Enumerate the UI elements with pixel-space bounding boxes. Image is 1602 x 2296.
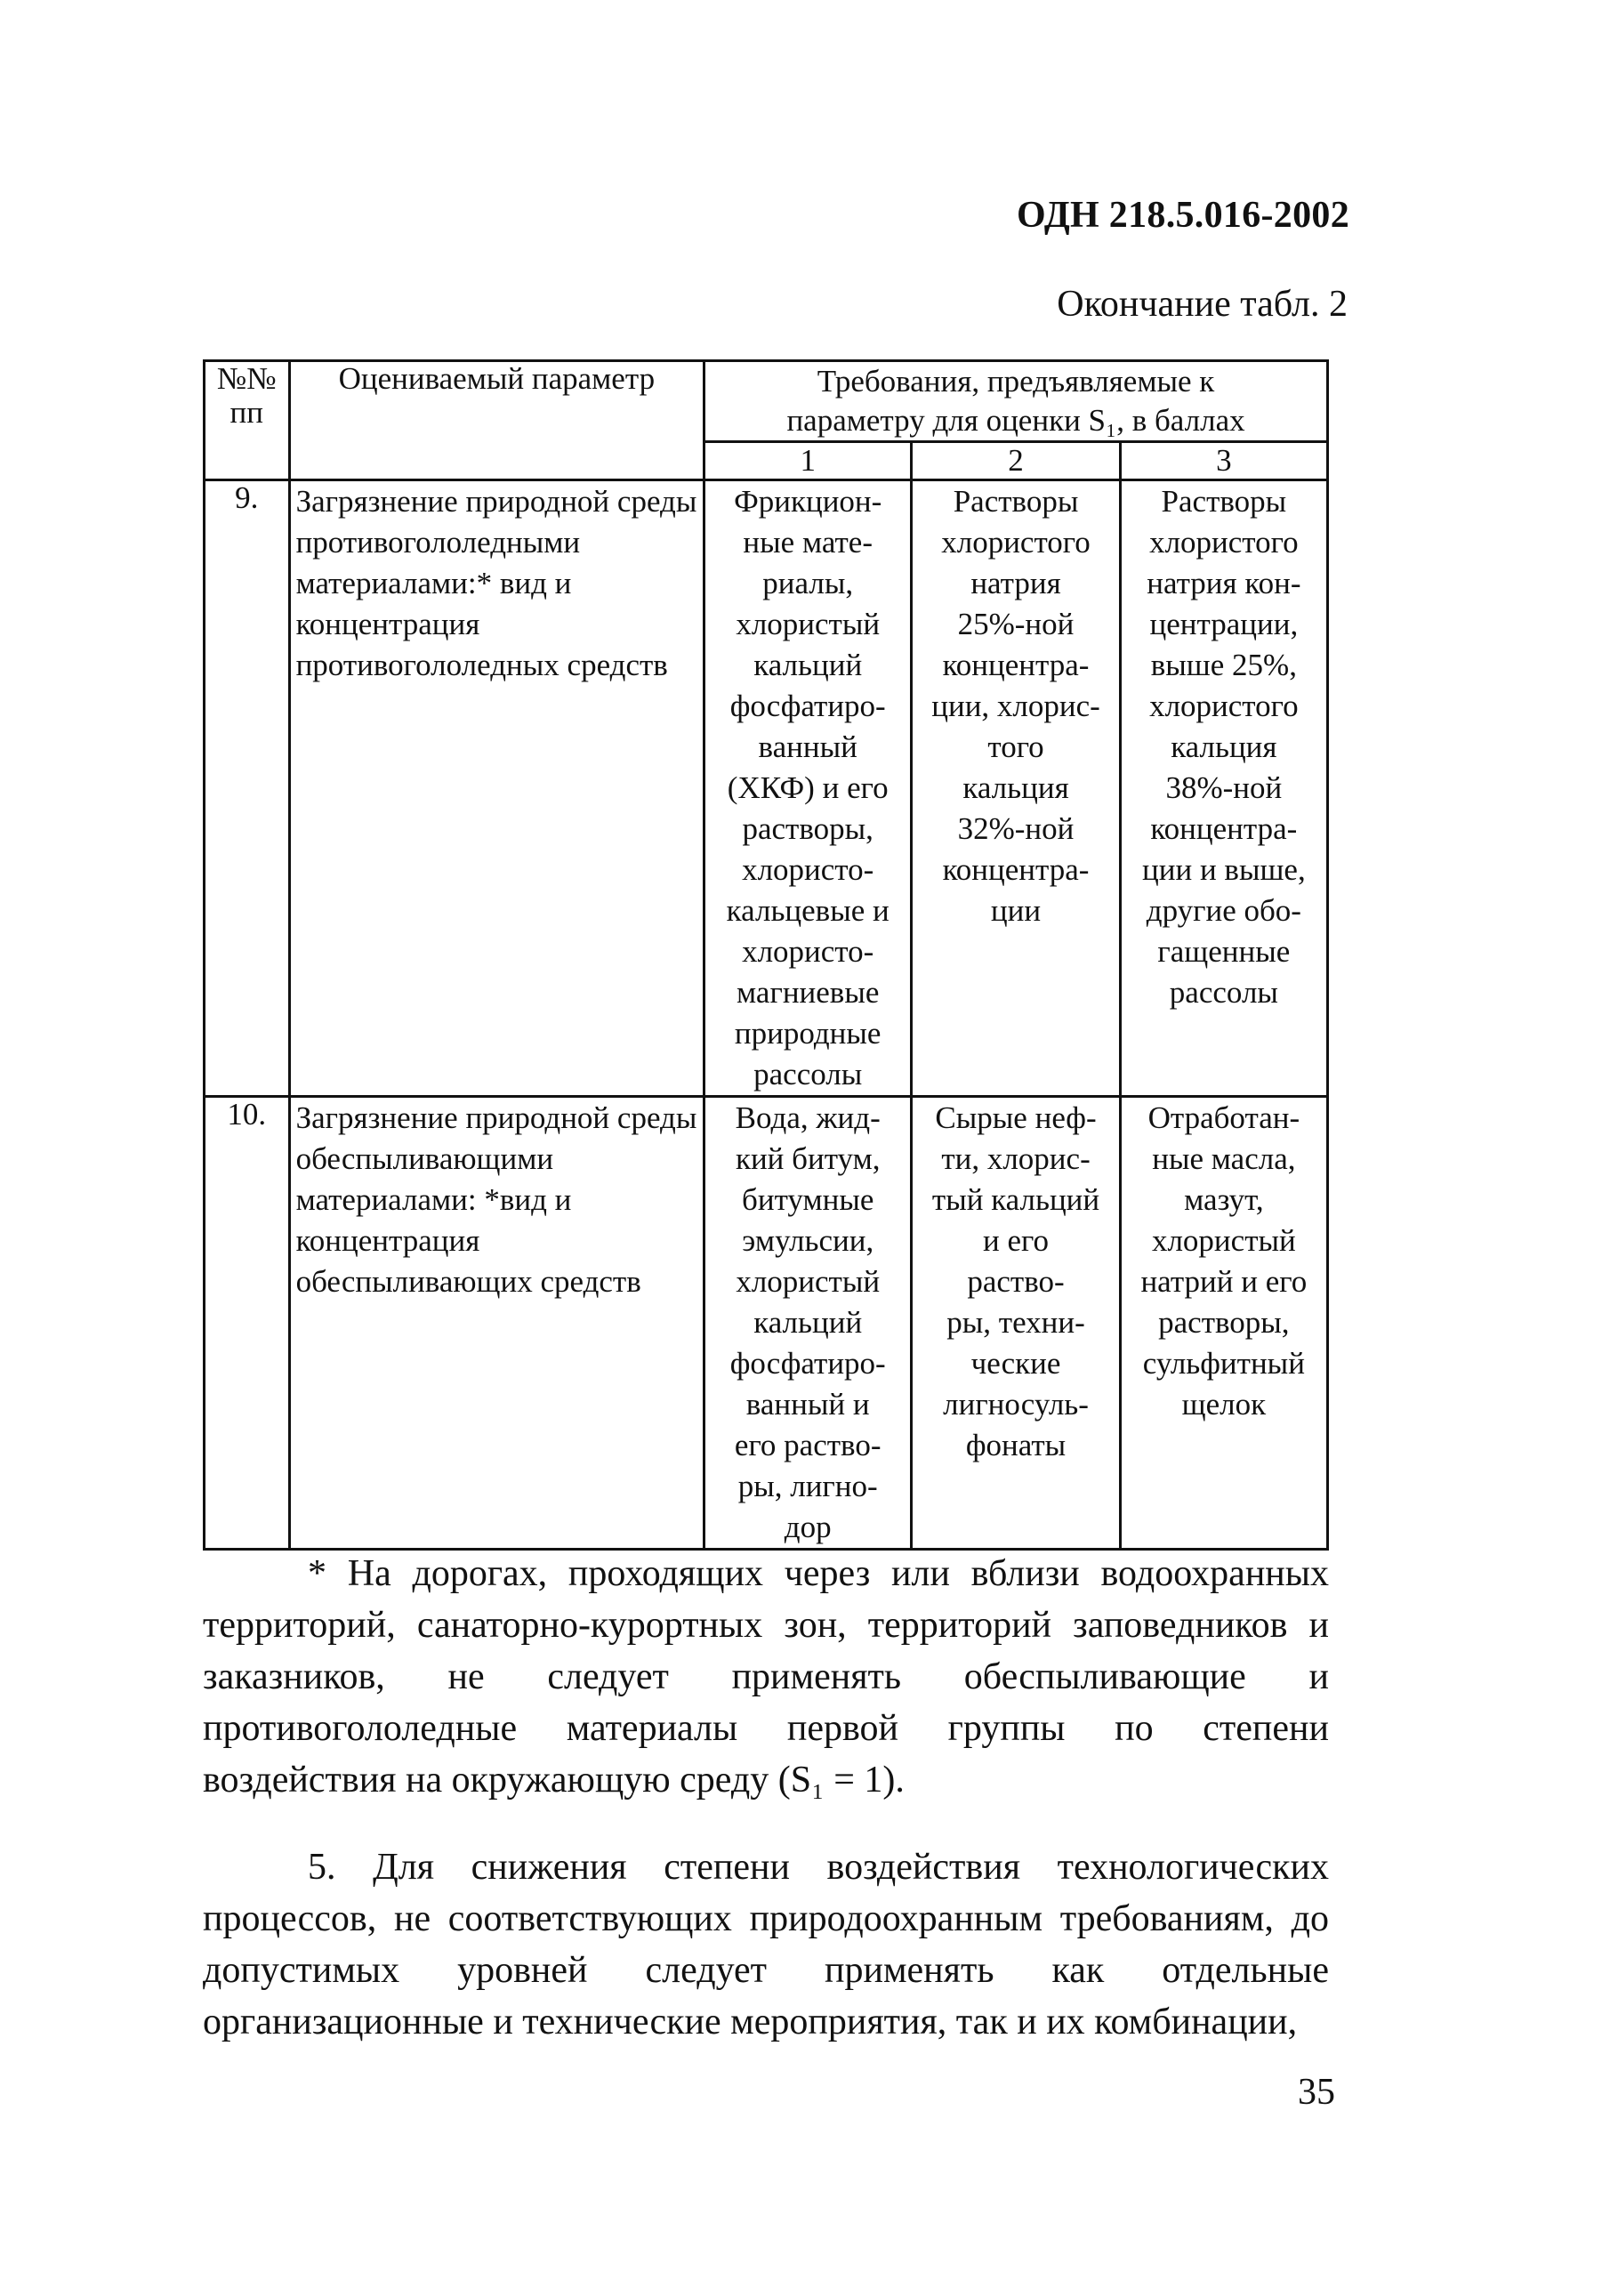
score-col-3: 3 [1120, 442, 1327, 480]
table-footnote: * На дорогах, проходящих через или вблизи водоохранных территорий, санаторно-курортных зон, территорий заповедников и заказников, не следует применять обеспыливающие и противогололедные материалы первой группы по степени воздействия на окружающую среду (S₁ = 1). [203, 1553, 1329, 1801]
row-param: Загрязнение природной среды обеспыливающими материалами: *вид и концентрация обеспыливающих средств [289, 1097, 704, 1550]
table-row [205, 480, 1328, 1097]
row-score-3: Растворы хлористого натрия кон- центрации, выше 25%, хлористого кальция 38%-ной концентра- ции и выше, другие обо- гащенные рассолы [1120, 480, 1327, 1097]
row-score-2: Растворы хлористого натрия 25%-ной концентра- ции, хлорис- того кальция 32%-ной концентра- ции [912, 480, 1120, 1097]
header-requirements: Требования, предъявляемые к параметру для оценки S₁, в баллах [704, 361, 1328, 442]
table-row [205, 1097, 1328, 1550]
row-num: 10. [205, 1097, 290, 1550]
row-score-3: Отработан- ные масла, мазут, хлористый натрий и его растворы, сульфитный щелок [1120, 1097, 1327, 1550]
table-caption: Окончание табл. 2 [1057, 284, 1348, 325]
table-header-row [205, 361, 1328, 442]
header-num: №№ пп [205, 361, 290, 480]
score-col-2: 2 [912, 442, 1120, 480]
header-param: Оцениваемый параметр [289, 361, 704, 480]
requirements-table [203, 359, 1329, 1551]
row-score-2: Сырые неф- ти, хлорис- тый кальций и его раство- ры, техни- ческие лигносуль- фонаты [912, 1097, 1120, 1550]
row-param: Загрязнение природной среды противогололедными материалами:* вид и концентрация противогололедных средств [289, 480, 704, 1097]
row-num: 9. [205, 480, 290, 1097]
page-number: 35 [1298, 2072, 1335, 2113]
document-code: ОДН 218.5.016-2002 [1016, 195, 1349, 236]
body-paragraph: 5. Для снижения степени воздействия технологических процессов, не соответствующих природоохранным требованиям, до допустимых уровней следует применять как отдельные организационные и технические мероприятия, так и их комбинации, [203, 1847, 1329, 2042]
row-score-1: Вода, жид- кий битум, битумные эмульсии, хлористый кальций фосфатиро- ванный и его раство- ры, лигно- дор [704, 1097, 912, 1550]
row-score-1: Фрикцион- ные мате- риалы, хлористый кальций фосфатиро- ванный (ХКФ) и его растворы, хлористо- кальцевые и хлористо- магниевые природные рассолы [704, 480, 912, 1097]
score-col-1: 1 [704, 442, 912, 480]
